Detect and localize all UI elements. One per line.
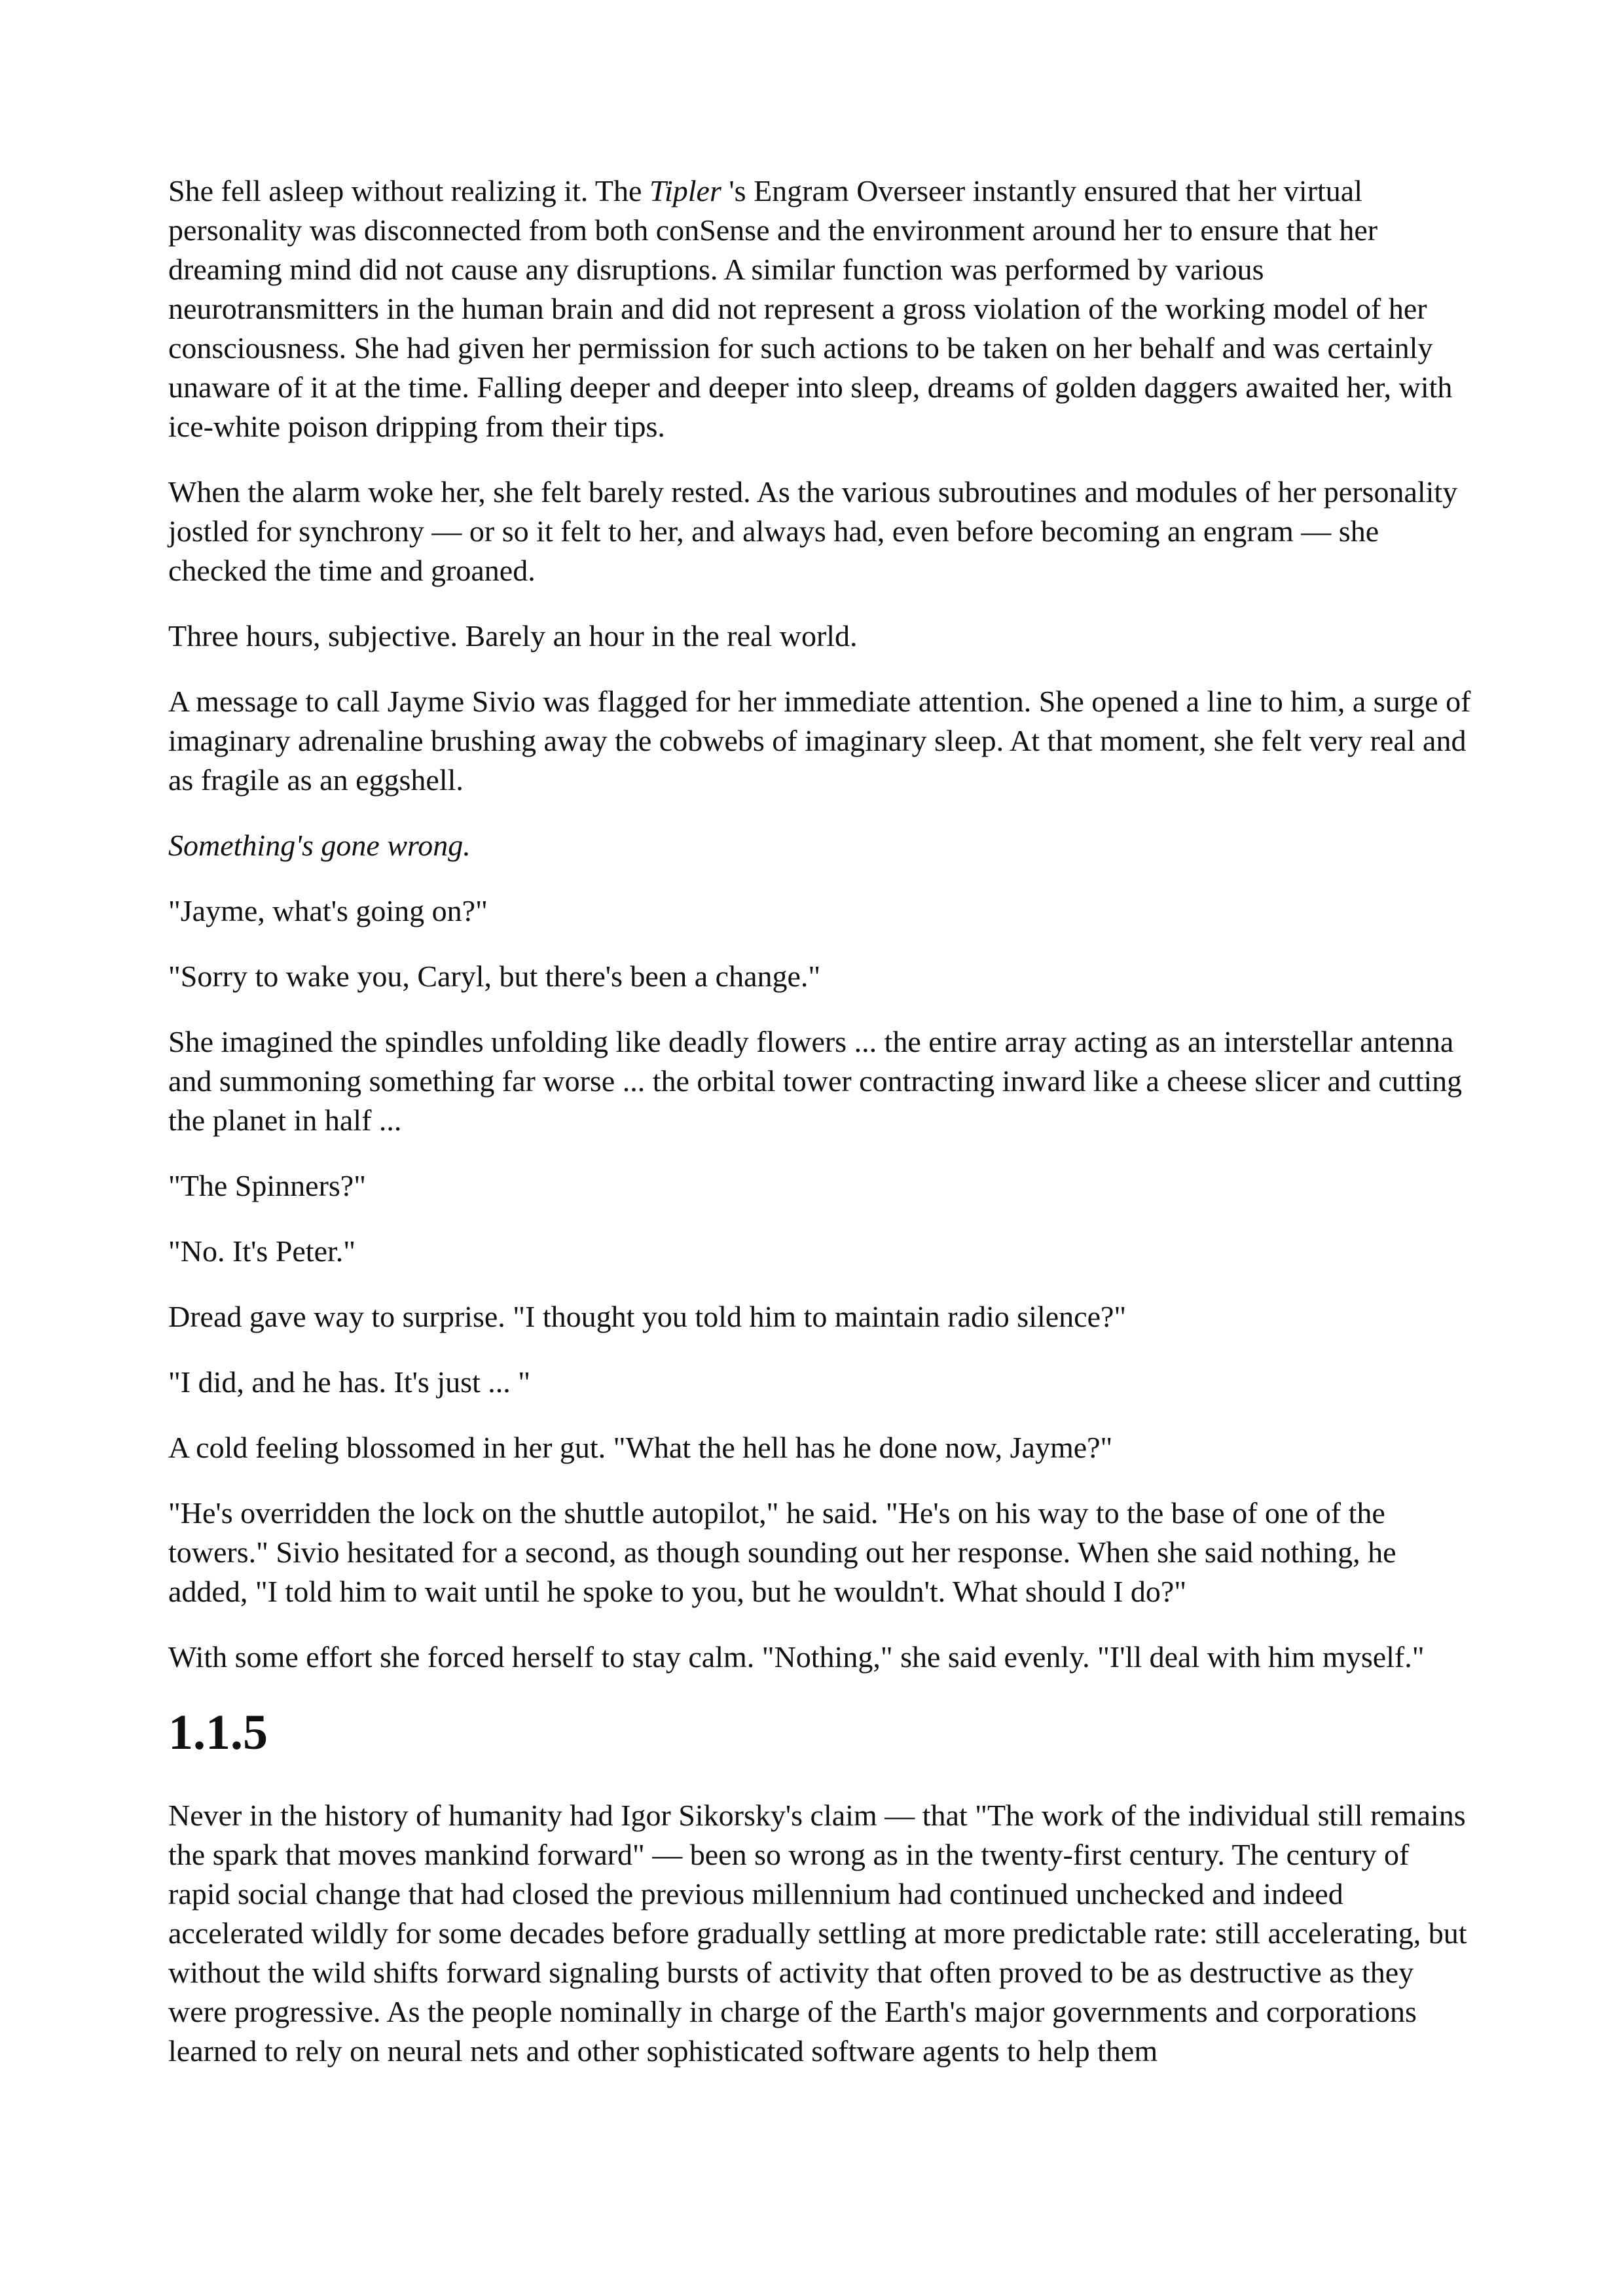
ship-name: Tipler xyxy=(649,174,721,207)
paragraph: Three hours, subjective. Barely an hour in the real world. xyxy=(168,619,858,653)
paragraph: Never in the history of humanity had Igor Sikorsky's claim — that "The work of the individual still remains the spark that moves mankind forward" — been so wrong as in the twenty-first century. The century of rapid social change that had closed the previous millennium had continued unchecked and indeed accelerated wildly for some decades before gradually settling at more predictable rate: still accelerating, but without the wild shifts forward signaling bursts of activity that often proved to be as destructive as they were progressive. As the people nominally in charge of the Earth's major governments and corporations learned to rely on neural nets and other sophisticated software agents to help them xyxy=(168,1799,1467,2068)
dialogue-line: "Sorry to wake you, Caryl, but there's been a change." xyxy=(168,960,821,993)
paragraph: When the alarm woke her, she felt barely rested. As the various subroutines and modules of her personality jostled for synchrony — or so it felt to her, and always had, even before becoming an engram — she checked the time and groaned. xyxy=(168,475,1458,587)
dialogue-line: "The Spinners?" xyxy=(168,1169,366,1202)
dialogue-line: "Jayme, what's going on?" xyxy=(168,894,488,927)
paragraph: Dread gave way to surprise. "I thought you told him to maintain radio silence?" xyxy=(168,1300,1127,1333)
dialogue-line: "I did, and he has. It's just ... " xyxy=(168,1365,531,1399)
paragraph xyxy=(168,171,1471,446)
text-run: 's Engram Overseer instantly ensured that her virtual personality was disconnected from both conSense and the environment around her to ensure that her dreaming mind did not cause any disruptions. A similar function was performed by various neurotransmitters in the human brain and did not represent a gross violation of the working model of her consciousness. She had given her permission for such actions to be taken on her behalf and was certainly unaware of it at the time. Falling deeper and deeper into sleep, dreams of golden daggers awaited her, with ice-white poison dripping from their tips. xyxy=(168,174,1453,443)
text-run: She fell asleep without realizing it. The xyxy=(168,174,649,207)
section-heading: 1.1.5 xyxy=(168,1705,268,1760)
paragraph: She imagined the spindles unfolding like deadly flowers ... the entire array acting as an interstellar antenna and summoning something far worse ... the orbital tower contracting inward like a cheese slicer and cutting the planet in half ... xyxy=(168,1025,1463,1137)
dialogue-line: "No. It's Peter." xyxy=(168,1234,356,1268)
paragraph: With some effort she forced herself to stay calm. "Nothing," she said evenly. "I'll deal with him myself." xyxy=(168,1640,1425,1674)
page-body xyxy=(168,171,1471,2097)
paragraph: A cold feeling blossomed in her gut. "What the hell has he done now, Jayme?" xyxy=(168,1431,1113,1464)
paragraph: A message to call Jayme Sivio was flagged for her immediate attention. She opened a line to him, a surge of imaginary adrenaline brushing away the cobwebs of imaginary sleep. At that moment, she felt very real and as fragile as an eggshell. xyxy=(168,685,1471,797)
italic-thought: Something's gone wrong. xyxy=(168,829,471,862)
paragraph: "He's overridden the lock on the shuttle autopilot," he said. "He's on his way to the base of one of the towers." Sivio hesitated for a second, as though sounding out her response. When she said nothing, he added, "I told him to wait until he spoke to you, but he wouldn't. What should I do?" xyxy=(168,1496,1396,1608)
